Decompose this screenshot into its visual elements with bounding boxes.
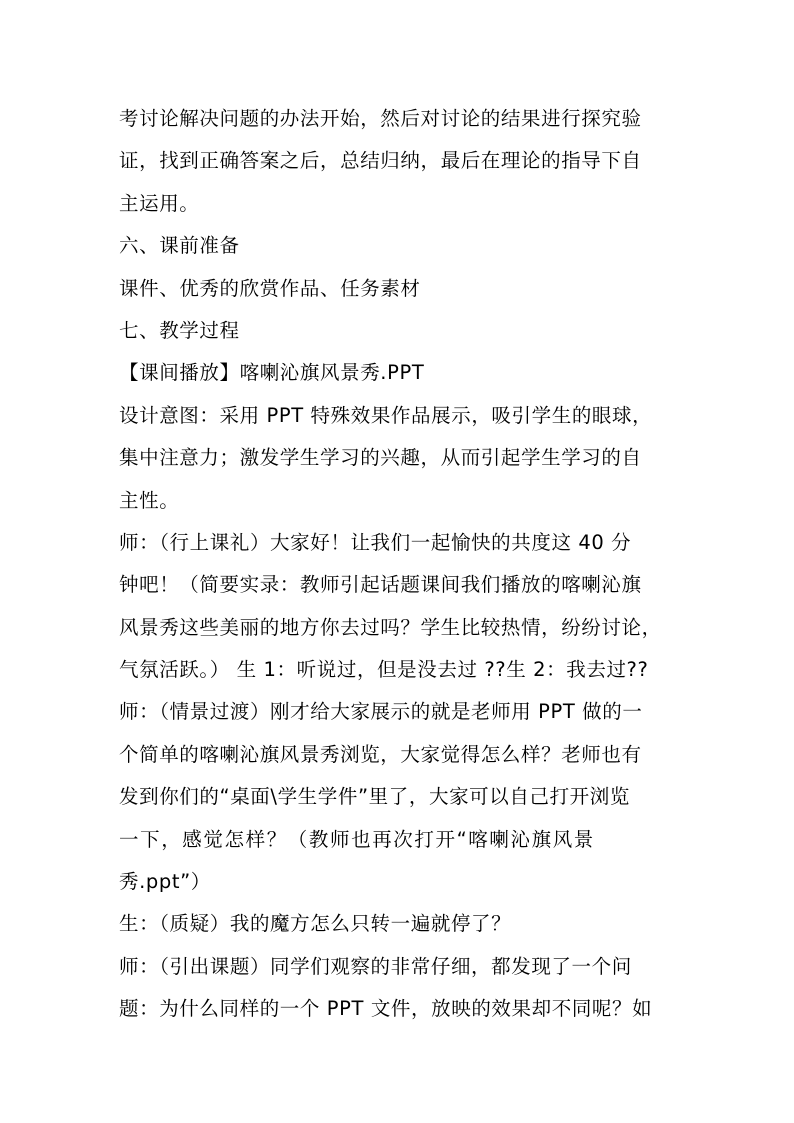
text-line: 师：（引出课题）同学们观察的非常仔细，都发现了一个问 bbox=[119, 954, 632, 978]
text-line: 【课间播放】喀喇沁旗风景秀.PPT bbox=[119, 361, 425, 385]
text-line: 师：（行上课礼）大家好！让我们一起愉快的共度这 40 分 bbox=[119, 530, 632, 554]
text-line: 师：（情景过渡）刚才给大家展示的就是老师用 PPT 做的一 bbox=[119, 700, 643, 724]
text-line: 题：为什么同样的一个 PPT 文件，放映的效果却不同呢？如 bbox=[119, 997, 653, 1021]
text-line: 考讨论解决问题的办法开始，然后对讨论的结果进行探究验 bbox=[119, 107, 642, 130]
section-heading: 六、课前准备 bbox=[119, 234, 240, 258]
text-line: 秀.ppt”） bbox=[119, 870, 211, 894]
text-line: 主性。 bbox=[119, 488, 180, 512]
text-line: 气氛活跃。） 生 1：听说过，但是没去过 ??生 2：我去过?? bbox=[119, 658, 649, 682]
section-heading: 七、教学过程 bbox=[119, 318, 240, 342]
text-line: 生：（质疑）我的魔方怎么只转一遍就停了？ bbox=[119, 912, 512, 936]
text-line: 钟吧！（简要实录：教师引起话题课间我们播放的喀喇沁旗 bbox=[119, 573, 642, 597]
text-line: 风景秀这些美丽的地方你去过吗？学生比较热情，纷纷讨论， bbox=[119, 615, 662, 639]
text-line: 集中注意力；激发学生学习的兴趣，从而引起学生学习的自 bbox=[119, 446, 642, 470]
text-line: 一下，感觉怎样？（教师也再次打开“喀喇沁旗风景 bbox=[119, 827, 595, 851]
text-line: 主运用。 bbox=[119, 191, 200, 215]
text-line: 证，找到正确答案之后，总结归纳，最后在理论的指导下自 bbox=[119, 149, 642, 173]
text-line: 课件、优秀的欣赏作品、任务素材 bbox=[119, 276, 421, 300]
document-body bbox=[119, 98, 675, 1031]
text-line: 个简单的喀喇沁旗风景秀浏览，大家觉得怎么样？老师也有 bbox=[119, 742, 642, 766]
text-line: 发到你们的“桌面\学生学件”里了，大家可以自己打开浏览 bbox=[119, 785, 630, 809]
text-line: 设计意图：采用 PPT 特殊效果作品展示，吸引学生的眼球， bbox=[119, 403, 653, 427]
